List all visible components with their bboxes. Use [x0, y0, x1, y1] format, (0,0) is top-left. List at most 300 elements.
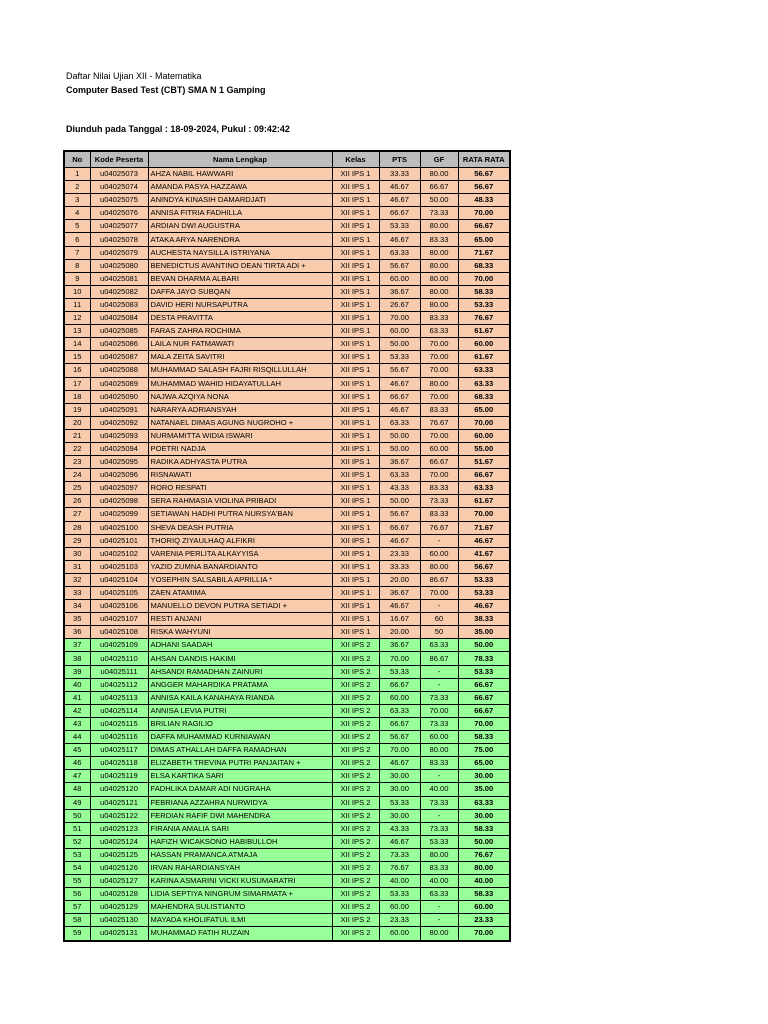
cell-average: 50.00 — [458, 835, 510, 848]
cell-pts: 50.00 — [379, 495, 420, 508]
cell-gf: 73.33 — [420, 495, 458, 508]
cell-gf: 86.67 — [420, 573, 458, 586]
table-row — [64, 429, 510, 442]
cell-participant-code: u04025122 — [90, 809, 148, 822]
cell-class: XII IPS 1 — [332, 560, 379, 573]
cell-pts: 36.67 — [379, 639, 420, 652]
table-row — [64, 312, 510, 325]
cell-participant-code: u04025103 — [90, 560, 148, 573]
cell-class: XII IPS 1 — [332, 547, 379, 560]
cell-class: XII IPS 2 — [332, 901, 379, 914]
cell-gf: 70.00 — [420, 351, 458, 364]
cell-gf: 80.00 — [420, 220, 458, 233]
cell-participant-code: u04025097 — [90, 482, 148, 495]
cell-full-name: ATAKA ARYA NARENDRA — [148, 233, 332, 246]
table-row — [64, 403, 510, 416]
cell-gf: 40.00 — [420, 875, 458, 888]
cell-no: 32 — [64, 573, 90, 586]
cell-no: 13 — [64, 325, 90, 338]
table-row — [64, 338, 510, 351]
cell-participant-code: u04025117 — [90, 744, 148, 757]
cell-full-name: RADIKA ADHYASTA PUTRA — [148, 456, 332, 469]
cell-no: 9 — [64, 272, 90, 285]
cell-full-name: HASSAN PRAMANCA ATMAJA — [148, 848, 332, 861]
cell-pts: 46.67 — [379, 194, 420, 207]
cell-participant-code: u04025082 — [90, 285, 148, 298]
table-row — [64, 783, 510, 796]
cell-participant-code: u04025081 — [90, 272, 148, 285]
cell-full-name: NURMAMITTA WIDIA ISWARI — [148, 429, 332, 442]
cell-no: 59 — [64, 927, 90, 941]
cell-class: XII IPS 2 — [332, 744, 379, 757]
cell-participant-code: u04025088 — [90, 364, 148, 377]
cell-average: 71.67 — [458, 246, 510, 259]
cell-pts: 46.67 — [379, 181, 420, 194]
cell-gf: 70.00 — [420, 429, 458, 442]
table-row — [64, 521, 510, 534]
cell-class: XII IPS 1 — [332, 351, 379, 364]
cell-participant-code: u04025108 — [90, 626, 148, 639]
cell-average: 51.67 — [458, 456, 510, 469]
cell-gf: - — [420, 770, 458, 783]
table-row — [64, 809, 510, 822]
cell-class: XII IPS 1 — [332, 573, 379, 586]
cell-participant-code: u04025120 — [90, 783, 148, 796]
cell-no: 36 — [64, 626, 90, 639]
table-row — [64, 600, 510, 613]
cell-participant-code: u04025091 — [90, 403, 148, 416]
cell-class: XII IPS 2 — [332, 691, 379, 704]
cell-pts: 36.67 — [379, 587, 420, 600]
cell-average: 30.00 — [458, 770, 510, 783]
cell-participant-code: u04025095 — [90, 456, 148, 469]
cell-pts: 70.00 — [379, 744, 420, 757]
cell-full-name: ARDIAN DWI AUGUSTRA — [148, 220, 332, 233]
cell-full-name: YOSEPHIN SALSABILA APRILLIA * — [148, 573, 332, 586]
cell-pts: 53.33 — [379, 220, 420, 233]
cell-pts: 30.00 — [379, 783, 420, 796]
cell-class: XII IPS 1 — [332, 626, 379, 639]
cell-no: 33 — [64, 587, 90, 600]
table-row — [64, 233, 510, 246]
table-row — [64, 875, 510, 888]
cell-no: 23 — [64, 456, 90, 469]
column-header: GF — [420, 151, 458, 168]
cell-pts: 33.33 — [379, 560, 420, 573]
cell-full-name: MUHAMMAD SALASH FAJRI RISQILLULLAH — [148, 364, 332, 377]
table-row — [64, 927, 510, 941]
cell-average: 56.67 — [458, 560, 510, 573]
cell-pts: 46.67 — [379, 534, 420, 547]
cell-gf: 70.00 — [420, 390, 458, 403]
table-row — [64, 639, 510, 652]
table-body — [64, 168, 510, 941]
table-row — [64, 691, 510, 704]
cell-gf: 73.33 — [420, 796, 458, 809]
cell-participant-code: u04025092 — [90, 416, 148, 429]
cell-gf: 76.67 — [420, 416, 458, 429]
cell-participant-code: u04025102 — [90, 547, 148, 560]
cell-gf: 80.00 — [420, 168, 458, 181]
table-row — [64, 848, 510, 861]
cell-gf: 40.00 — [420, 783, 458, 796]
cell-average: 61.67 — [458, 325, 510, 338]
cell-full-name: BEVAN DHARMA ALBARI — [148, 272, 332, 285]
cell-full-name: ELIZABETH TREVINA PUTRI PANJAITAN + — [148, 757, 332, 770]
cell-full-name: MUHAMMAD WAHID HIDAYATULLAH — [148, 377, 332, 390]
cell-pts: 53.33 — [379, 351, 420, 364]
table-row — [64, 770, 510, 783]
cell-class: XII IPS 1 — [332, 207, 379, 220]
cell-pts: 60.00 — [379, 927, 420, 941]
cell-gf: 83.33 — [420, 508, 458, 521]
cell-class: XII IPS 1 — [332, 259, 379, 272]
cell-gf: 60.00 — [420, 731, 458, 744]
cell-class: XII IPS 1 — [332, 416, 379, 429]
cell-average: 53.33 — [458, 587, 510, 600]
table-row — [64, 901, 510, 914]
cell-full-name: ANNISA LEVIA PUTRI — [148, 704, 332, 717]
cell-pts: 30.00 — [379, 809, 420, 822]
document-title: Daftar Nilai Ujian XII - Matematika — [66, 71, 202, 81]
cell-pts: 60.00 — [379, 901, 420, 914]
cell-gf: 60.00 — [420, 442, 458, 455]
cell-gf: 70.00 — [420, 364, 458, 377]
cell-gf: 80.00 — [420, 246, 458, 259]
cell-participant-code: u04025106 — [90, 600, 148, 613]
table-row — [64, 560, 510, 573]
cell-gf: 83.33 — [420, 403, 458, 416]
cell-gf: - — [420, 901, 458, 914]
cell-class: XII IPS 1 — [332, 246, 379, 259]
cell-pts: 36.67 — [379, 285, 420, 298]
cell-participant-code: u04025124 — [90, 835, 148, 848]
cell-average: 58.33 — [458, 822, 510, 835]
cell-average: 53.33 — [458, 573, 510, 586]
cell-average: 66.67 — [458, 691, 510, 704]
cell-no: 15 — [64, 351, 90, 364]
table-row — [64, 678, 510, 691]
cell-class: XII IPS 1 — [332, 377, 379, 390]
cell-gf: 80.00 — [420, 377, 458, 390]
cell-participant-code: u04025109 — [90, 639, 148, 652]
cell-class: XII IPS 1 — [332, 298, 379, 311]
cell-gf: 70.00 — [420, 338, 458, 351]
cell-participant-code: u04025096 — [90, 469, 148, 482]
cell-class: XII IPS 2 — [332, 822, 379, 835]
cell-pts: 46.67 — [379, 233, 420, 246]
table-row — [64, 573, 510, 586]
table-row — [64, 717, 510, 730]
cell-average: 60.00 — [458, 429, 510, 442]
cell-no: 21 — [64, 429, 90, 442]
cell-class: XII IPS 2 — [332, 678, 379, 691]
cell-pts: 30.00 — [379, 770, 420, 783]
table-row — [64, 587, 510, 600]
cell-full-name: THORIQ ZIYAULHAQ ALFIKRI — [148, 534, 332, 547]
cell-no: 5 — [64, 220, 90, 233]
cell-pts: 60.00 — [379, 325, 420, 338]
table-row — [64, 482, 510, 495]
cell-average: 53.33 — [458, 298, 510, 311]
cell-no: 16 — [64, 364, 90, 377]
cell-pts: 66.67 — [379, 521, 420, 534]
cell-pts: 46.67 — [379, 377, 420, 390]
cell-pts: 63.33 — [379, 704, 420, 717]
cell-pts: 56.67 — [379, 259, 420, 272]
cell-full-name: DIMAS ATHALLAH DAFFA RAMADHAN — [148, 744, 332, 757]
cell-full-name: ANNISA FITRIA FADHILLA — [148, 207, 332, 220]
cell-full-name: FARAS ZAHRA ROCHIMA — [148, 325, 332, 338]
cell-no: 44 — [64, 731, 90, 744]
cell-pts: 50.00 — [379, 338, 420, 351]
cell-pts: 66.67 — [379, 207, 420, 220]
cell-pts: 33.33 — [379, 168, 420, 181]
cell-gf: 80.00 — [420, 272, 458, 285]
cell-full-name: MUHAMMAD FATIH RUZAIN — [148, 927, 332, 941]
table-row — [64, 744, 510, 757]
table-row — [64, 822, 510, 835]
cell-average: 23.33 — [458, 914, 510, 927]
cell-participant-code: u04025075 — [90, 194, 148, 207]
cell-participant-code: u04025085 — [90, 325, 148, 338]
cell-full-name: AUCHESTA NAYSILLA ISTRIYANA — [148, 246, 332, 259]
cell-full-name: ADHANI SAADAH — [148, 639, 332, 652]
cell-pts: 73.33 — [379, 848, 420, 861]
cell-average: 50.00 — [458, 639, 510, 652]
table-row — [64, 731, 510, 744]
cell-pts: 46.67 — [379, 757, 420, 770]
cell-average: 58.33 — [458, 731, 510, 744]
cell-gf: 63.33 — [420, 639, 458, 652]
cell-participant-code: u04025094 — [90, 442, 148, 455]
cell-class: XII IPS 2 — [332, 927, 379, 941]
cell-pts: 53.33 — [379, 796, 420, 809]
cell-pts: 53.33 — [379, 665, 420, 678]
cell-participant-code: u04025077 — [90, 220, 148, 233]
cell-pts: 46.67 — [379, 835, 420, 848]
cell-no: 22 — [64, 442, 90, 455]
cell-class: XII IPS 1 — [332, 168, 379, 181]
cell-no: 38 — [64, 652, 90, 665]
cell-pts: 16.67 — [379, 613, 420, 626]
cell-pts: 23.33 — [379, 914, 420, 927]
cell-average: 76.67 — [458, 312, 510, 325]
cell-average: 68.33 — [458, 259, 510, 272]
cell-no: 20 — [64, 416, 90, 429]
cell-no: 34 — [64, 600, 90, 613]
cell-average: 61.67 — [458, 495, 510, 508]
column-header: Kelas — [332, 151, 379, 168]
table-row — [64, 168, 510, 181]
cell-full-name: IRVAN RAHARDIANSYAH — [148, 861, 332, 874]
cell-average: 35.00 — [458, 783, 510, 796]
cell-pts: 43.33 — [379, 822, 420, 835]
cell-full-name: LIDIA SEPTIYA NINGRUM SIMARMATA + — [148, 888, 332, 901]
cell-pts: 40.00 — [379, 875, 420, 888]
cell-gf: 83.33 — [420, 757, 458, 770]
cell-gf: 53.33 — [420, 835, 458, 848]
cell-pts: 43.33 — [379, 482, 420, 495]
cell-gf: 80.00 — [420, 560, 458, 573]
cell-gf: 73.33 — [420, 207, 458, 220]
cell-average: 60.00 — [458, 901, 510, 914]
cell-average: 66.67 — [458, 220, 510, 233]
download-timestamp: Diunduh pada Tanggal : 18-09-2024, Pukul : 09:42:42 — [66, 124, 290, 134]
cell-full-name: RESTI ANJANI — [148, 613, 332, 626]
cell-full-name: HAFIZH WICAKSONO HABIBULLOH — [148, 835, 332, 848]
cell-no: 39 — [64, 665, 90, 678]
cell-full-name: MALA ZEITA SAVITRI — [148, 351, 332, 364]
cell-full-name: MANUELLO DEVON PUTRA SETIADI + — [148, 600, 332, 613]
cell-average: 35.00 — [458, 626, 510, 639]
cell-no: 2 — [64, 181, 90, 194]
cell-participant-code: u04025128 — [90, 888, 148, 901]
cell-class: XII IPS 1 — [332, 403, 379, 416]
table-row — [64, 704, 510, 717]
cell-no: 56 — [64, 888, 90, 901]
cell-gf: 80.00 — [420, 259, 458, 272]
document-subtitle: Computer Based Test (CBT) SMA N 1 Gamping — [66, 85, 266, 95]
cell-no: 26 — [64, 495, 90, 508]
cell-class: XII IPS 1 — [332, 429, 379, 442]
cell-participant-code: u04025078 — [90, 233, 148, 246]
table-row — [64, 626, 510, 639]
cell-average: 41.67 — [458, 547, 510, 560]
cell-participant-code: u04025129 — [90, 901, 148, 914]
cell-participant-code: u04025101 — [90, 534, 148, 547]
cell-class: XII IPS 1 — [332, 534, 379, 547]
table-row — [64, 508, 510, 521]
cell-average: 66.67 — [458, 704, 510, 717]
cell-no: 47 — [64, 770, 90, 783]
table-row — [64, 285, 510, 298]
table-row — [64, 757, 510, 770]
cell-gf: 80.00 — [420, 298, 458, 311]
cell-average: 61.67 — [458, 351, 510, 364]
cell-gf: - — [420, 665, 458, 678]
table-row — [64, 298, 510, 311]
cell-participant-code: u04025093 — [90, 429, 148, 442]
cell-participant-code: u04025118 — [90, 757, 148, 770]
table-row — [64, 220, 510, 233]
cell-class: XII IPS 1 — [332, 220, 379, 233]
cell-full-name: FADHLIKA DAMAR ADI NUGRAHA — [148, 783, 332, 796]
cell-gf: 66.67 — [420, 181, 458, 194]
cell-pts: 70.00 — [379, 652, 420, 665]
cell-full-name: LAILA NUR FATMAWATI — [148, 338, 332, 351]
cell-no: 10 — [64, 285, 90, 298]
table-row — [64, 259, 510, 272]
cell-average: 48.33 — [458, 194, 510, 207]
cell-full-name: ANGGER MAHARDIKA PRATAMA — [148, 678, 332, 691]
cell-participant-code: u04025099 — [90, 508, 148, 521]
cell-gf: 73.33 — [420, 822, 458, 835]
cell-full-name: NAJWA AZQIYA NONA — [148, 390, 332, 403]
cell-gf: - — [420, 809, 458, 822]
cell-participant-code: u04025112 — [90, 678, 148, 691]
table-row — [64, 456, 510, 469]
table-row — [64, 469, 510, 482]
cell-no: 30 — [64, 547, 90, 560]
table-row — [64, 246, 510, 259]
cell-no: 19 — [64, 403, 90, 416]
cell-full-name: NARARYA ADRIANSYAH — [148, 403, 332, 416]
cell-class: XII IPS 2 — [332, 848, 379, 861]
cell-class: XII IPS 2 — [332, 888, 379, 901]
column-header: RATA RATA — [458, 151, 510, 168]
cell-no: 53 — [64, 848, 90, 861]
cell-pts: 56.67 — [379, 508, 420, 521]
cell-no: 11 — [64, 298, 90, 311]
cell-participant-code: u04025084 — [90, 312, 148, 325]
cell-average: 70.00 — [458, 927, 510, 941]
cell-gf: 76.67 — [420, 521, 458, 534]
cell-no: 27 — [64, 508, 90, 521]
cell-full-name: AHSANDI RAMADHAN ZAINURI — [148, 665, 332, 678]
table-row — [64, 351, 510, 364]
cell-average: 68.33 — [458, 390, 510, 403]
table-row — [64, 194, 510, 207]
cell-full-name: BRILIAN RAGILIO — [148, 717, 332, 730]
cell-class: XII IPS 2 — [332, 665, 379, 678]
cell-class: XII IPS 2 — [332, 861, 379, 874]
table-row — [64, 835, 510, 848]
cell-gf: 80.00 — [420, 285, 458, 298]
cell-participant-code: u04025105 — [90, 587, 148, 600]
cell-class: XII IPS 1 — [332, 325, 379, 338]
cell-gf: 80.00 — [420, 848, 458, 861]
cell-participant-code: u04025083 — [90, 298, 148, 311]
cell-class: XII IPS 1 — [332, 194, 379, 207]
cell-class: XII IPS 1 — [332, 456, 379, 469]
cell-full-name: AHZA NABIL HAWWARI — [148, 168, 332, 181]
cell-class: XII IPS 1 — [332, 600, 379, 613]
cell-no: 49 — [64, 796, 90, 809]
cell-full-name: MAYADA KHOLIFATUL ILMI — [148, 914, 332, 927]
cell-average: 65.00 — [458, 403, 510, 416]
cell-pts: 56.67 — [379, 731, 420, 744]
cell-participant-code: u04025074 — [90, 181, 148, 194]
cell-gf: 83.33 — [420, 861, 458, 874]
cell-average: 66.67 — [458, 678, 510, 691]
cell-pts: 70.00 — [379, 312, 420, 325]
column-header: Nama Lengkap — [148, 151, 332, 168]
cell-full-name: SHEVA DEASH PUTRIA — [148, 521, 332, 534]
cell-full-name: ZAEN ATAMIMA — [148, 587, 332, 600]
cell-average: 66.67 — [458, 469, 510, 482]
cell-gf: 83.33 — [420, 312, 458, 325]
cell-average: 65.00 — [458, 233, 510, 246]
cell-full-name: FERDIAN RAFIF DWI MAHENDRA — [148, 809, 332, 822]
table-row — [64, 416, 510, 429]
cell-gf: 80.00 — [420, 744, 458, 757]
cell-full-name: ANINDYA KINASIH DAMARDJATI — [148, 194, 332, 207]
cell-gf: 63.33 — [420, 888, 458, 901]
cell-class: XII IPS 1 — [332, 613, 379, 626]
cell-average: 70.00 — [458, 272, 510, 285]
cell-average: 70.00 — [458, 416, 510, 429]
cell-full-name: DESTA PRAVITTA — [148, 312, 332, 325]
cell-full-name: POETRI NADJA — [148, 442, 332, 455]
column-header: No — [64, 151, 90, 168]
cell-class: XII IPS 1 — [332, 364, 379, 377]
table-row — [64, 613, 510, 626]
cell-pts: 66.67 — [379, 717, 420, 730]
table-row — [64, 181, 510, 194]
cell-pts: 63.33 — [379, 469, 420, 482]
cell-full-name: SETIAWAN HADHI PUTRA NURSYA'BAN — [148, 508, 332, 521]
